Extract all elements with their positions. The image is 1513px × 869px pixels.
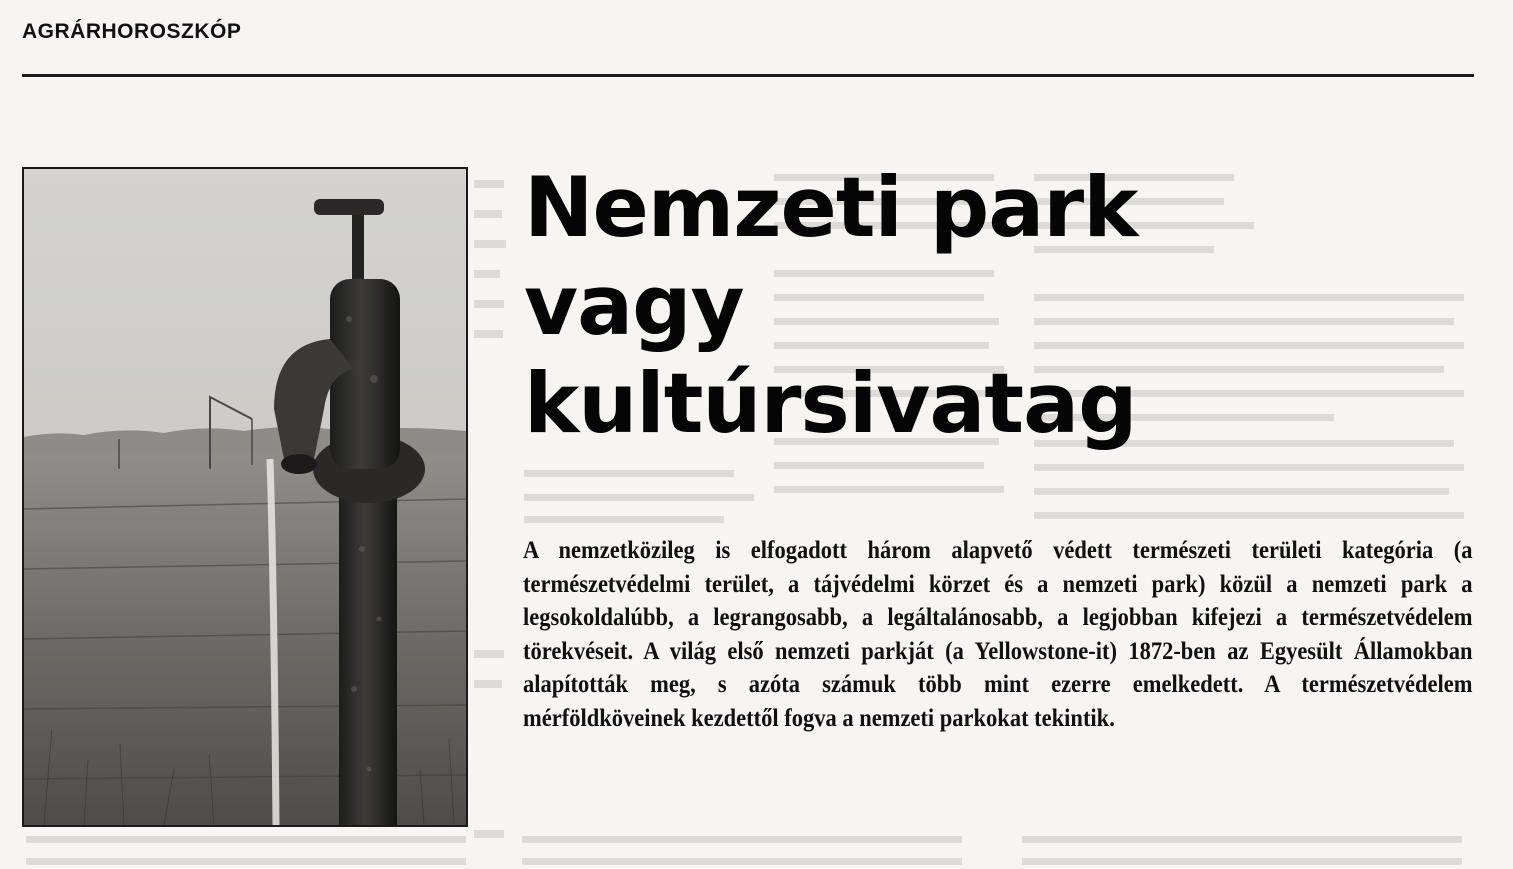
show-through-bottom (22, 830, 1474, 869)
section-label: AGRÁRHOROSZKÓP (22, 20, 242, 43)
water-tap-photo (24, 169, 466, 825)
header-rule (22, 74, 1474, 77)
lead-paragraph: A nemzetközileg is elfogadott három alapvető védett természeti területi kategória (a természetvédelmi terület, a tájvédelmi körzet és a nemzeti park) közül a nemzeti park a legsokoldalúbb, a legrangosabb, a legáltalánosabb, a legjobban kifejezi a természetvédelem törekvéseit. A világ első nemzeti parkját (a Yellowstone-it) 1872-ben az Egyesült Államokban alapították meg, s azóta számuk több mint ezerre emelkedett. A természetvédelem mérföldköveinek kezdettől fogva a nemzeti parkokat tekintik. (523, 537, 1473, 732)
headline-line-1: Nemzeti park (524, 159, 1138, 256)
headline-line-3: kultúrsivatag (524, 355, 1137, 452)
headline (524, 159, 1138, 460)
photo-frame (22, 167, 468, 827)
headline-line-2: vagy (524, 257, 744, 354)
show-through-left (470, 170, 510, 860)
